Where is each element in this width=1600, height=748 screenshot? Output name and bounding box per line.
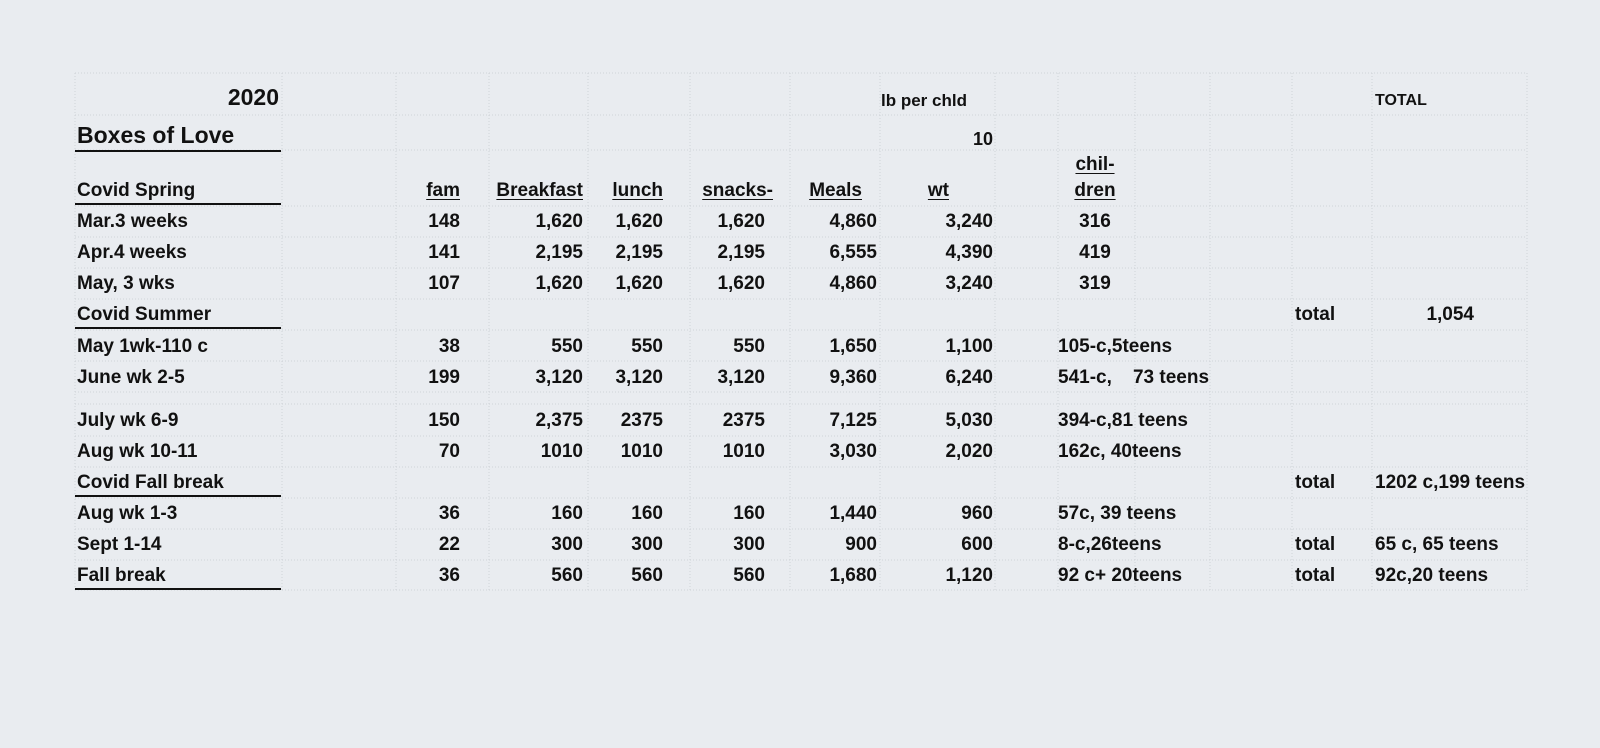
row-lunch: 3,120 <box>615 367 663 388</box>
row-fam: 38 <box>438 336 460 357</box>
row-children: 105-c,5teens <box>1058 336 1173 357</box>
row-children: 541-c, 73 teens <box>1058 367 1210 388</box>
row-total-value: 65 c, 65 teens <box>1375 534 1499 555</box>
row-meals: 1,650 <box>829 336 877 357</box>
total-header: TOTAL <box>1375 92 1427 109</box>
row-fam: 141 <box>428 242 460 263</box>
section-label: Covid Fall break <box>77 472 224 493</box>
row-lunch: 300 <box>631 534 663 555</box>
row-fam: 36 <box>438 503 460 524</box>
row-meals: 4,860 <box>829 273 877 294</box>
row-snacks: 560 <box>733 565 765 586</box>
row-children: 162c, 40teens <box>1058 441 1182 462</box>
row-breakfast: 2,195 <box>535 242 583 263</box>
row-wt: 1,120 <box>945 565 993 586</box>
row-breakfast: 1010 <box>540 441 583 462</box>
row-meals: 1,680 <box>829 565 877 586</box>
row-label: Aug wk 10-11 <box>77 441 198 462</box>
row-fam: 199 <box>428 367 460 388</box>
row-snacks: 3,120 <box>717 367 765 388</box>
row-snacks: 1,620 <box>717 211 765 232</box>
section-total-label: total <box>1295 472 1336 493</box>
row-meals: 9,360 <box>829 367 877 388</box>
row-snacks: 1,620 <box>717 273 765 294</box>
row-children: 92 c+ 20teens <box>1058 565 1183 586</box>
row-snacks: 160 <box>733 503 765 524</box>
row-breakfast: 300 <box>551 534 583 555</box>
section-total-value: 1202 c,199 teens <box>1375 472 1526 493</box>
sheet-title: Boxes of Love <box>77 122 235 148</box>
row-label: Aug wk 1-3 <box>77 503 178 524</box>
row-breakfast: 3,120 <box>535 367 583 388</box>
row-snacks: 2375 <box>722 410 765 431</box>
row-wt: 6,240 <box>945 367 993 388</box>
row-label: June wk 2-5 <box>77 367 185 388</box>
row-fam: 70 <box>438 441 460 462</box>
row-snacks: 1010 <box>722 441 765 462</box>
row-wt: 3,240 <box>945 273 993 294</box>
row-fam: 107 <box>428 273 460 294</box>
row-lunch: 160 <box>631 503 663 524</box>
row-wt: 2,020 <box>945 441 993 462</box>
row-lunch: 550 <box>631 336 663 357</box>
row-label: July wk 6-9 <box>77 410 179 431</box>
row-wt: 1,100 <box>945 336 993 357</box>
last-row-underline <box>75 588 281 590</box>
lb-per-child-label: lb per chld <box>881 91 967 110</box>
row-meals: 7,125 <box>829 410 877 431</box>
lb-per-child-value: 10 <box>972 129 993 149</box>
section-total-value: 1,054 <box>1426 304 1474 325</box>
row-children: 316 <box>1079 211 1111 232</box>
section-underline <box>75 203 281 205</box>
row-lunch: 2375 <box>620 410 663 431</box>
row-label: Sept 1-14 <box>77 534 162 555</box>
row-total-value: 92c,20 teens <box>1375 565 1489 586</box>
header-breakfast: Breakfast <box>496 180 583 201</box>
section-underline <box>75 495 281 497</box>
row-label: Mar.3 weeks <box>77 211 188 232</box>
row-breakfast: 560 <box>551 565 583 586</box>
row-breakfast: 160 <box>551 503 583 524</box>
row-label: May, 3 wks <box>77 273 175 294</box>
year-cell: 2020 <box>227 84 279 110</box>
row-fam: 148 <box>428 211 460 232</box>
row-label: Apr.4 weeks <box>77 242 187 263</box>
row-wt: 4,390 <box>945 242 993 263</box>
row-fam: 150 <box>428 410 460 431</box>
row-wt: 5,030 <box>945 410 993 431</box>
title-underline <box>75 150 281 152</box>
row-total-label: total <box>1295 534 1336 555</box>
section-label: Covid Summer <box>77 304 212 325</box>
row-lunch: 560 <box>631 565 663 586</box>
row-fam: 36 <box>438 565 460 586</box>
section-label: Covid Spring <box>77 180 196 201</box>
row-breakfast: 1,620 <box>535 211 583 232</box>
row-children: 8-c,26teens <box>1058 534 1162 555</box>
header-fam: fam <box>426 180 460 201</box>
header-snacks: snacks- <box>702 180 773 201</box>
row-children: 57c, 39 teens <box>1058 503 1177 524</box>
header-meals: Meals <box>809 180 862 201</box>
row-meals: 3,030 <box>829 441 877 462</box>
row-wt: 600 <box>961 534 993 555</box>
row-total-label: total <box>1295 565 1336 586</box>
row-meals: 4,860 <box>829 211 877 232</box>
section-underline <box>75 327 281 329</box>
row-label: May 1wk-110 c <box>77 336 208 357</box>
row-lunch: 2,195 <box>615 242 663 263</box>
header-children-2: dren <box>1074 180 1116 201</box>
row-wt: 960 <box>961 503 993 524</box>
row-snacks: 2,195 <box>717 242 765 263</box>
row-children: 419 <box>1079 242 1111 263</box>
row-children: 394-c,81 teens <box>1058 410 1188 431</box>
row-snacks: 550 <box>733 336 765 357</box>
row-lunch: 1010 <box>620 441 663 462</box>
row-breakfast: 2,375 <box>535 410 583 431</box>
section-total-label: total <box>1295 304 1336 325</box>
row-breakfast: 550 <box>551 336 583 357</box>
row-children: 319 <box>1079 273 1111 294</box>
row-wt: 3,240 <box>945 211 993 232</box>
row-meals: 1,440 <box>829 503 877 524</box>
header-lunch: lunch <box>612 180 663 201</box>
row-breakfast: 1,620 <box>535 273 583 294</box>
header-wt: wt <box>927 180 949 201</box>
row-lunch: 1,620 <box>615 211 663 232</box>
header-children-1: chil- <box>1075 154 1115 175</box>
row-fam: 22 <box>438 534 460 555</box>
row-snacks: 300 <box>733 534 765 555</box>
row-lunch: 1,620 <box>615 273 663 294</box>
row-label: Fall break <box>77 565 166 586</box>
row-meals: 900 <box>845 534 877 555</box>
row-meals: 6,555 <box>829 242 877 263</box>
